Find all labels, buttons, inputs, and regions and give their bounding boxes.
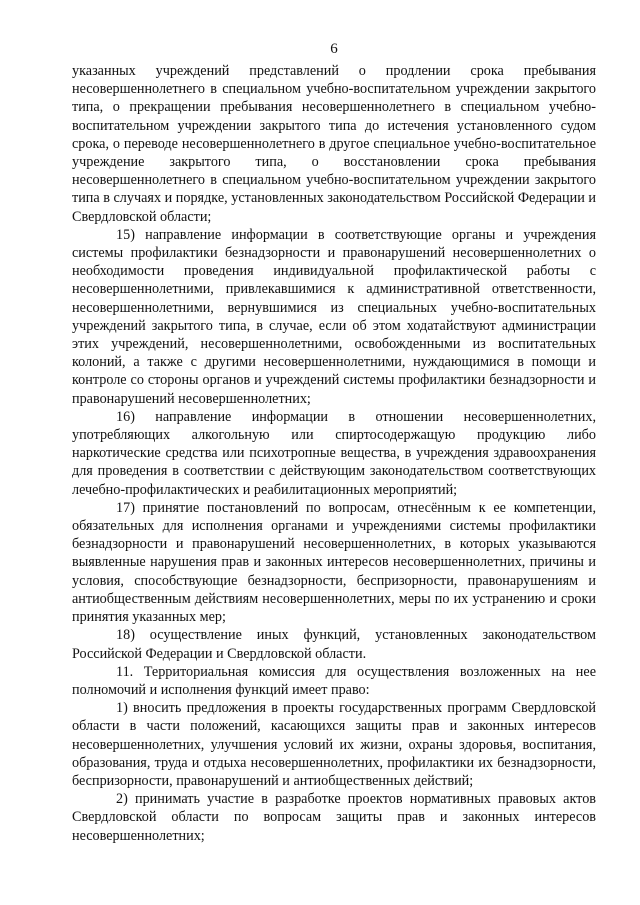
paragraph-item-16: 16) направление информации в отношении несовершеннолетних, употребляющих алкогольную или спиртосодержащую продукцию либо наркотические средства или психотропные вещества, в учреждения здравоохранения для проведения в соответствии с действующим законодательством соответствующих лечебно-профилактических и реабилитационных мероприятий; — [72, 408, 596, 498]
paragraph-item-15: 15) направление информации в соответствующие органы и учреждения системы профилактики безнадзорности и правонарушений несовершеннолетних о необходимости проведения индивидуальной профилактической работы с несовершеннолетними, привлекавшимися к административной ответственности, несовершеннолетними, вернувшимися из специальных учебно-воспитательных учреждений закрытого типа, в случае, если об этом ходатайствуют администрации этих учреждений, несовершеннолетними, освобожденными из воспитательных колоний, а также с другими несовершеннолетними, нуждающимися в помощи и контроле со стороны органов и учреждений системы профилактики безнадзорности и правонарушений несовершеннолетних; — [72, 226, 596, 407]
paragraph-item-18: 18) осуществление иных функций, установленных законодательством Российской Федерации и Свердловской области. — [72, 627, 596, 662]
paragraph-item-17: 17) принятие постановлений по вопросам, отнесённым к ее компетенции, обязательных для исполнения органами и учреждениями системы профилактики безнадзорности и правонарушений несовершеннолетних, в которых указываются выявленные нарушения прав и законных интересов несовершеннолетних, причины и условия, способствующие безнадзорности, беспризорности, правонарушениям и антиобщественным действиям несовершеннолетних, меры по их устранению и сроки принятия указанных мер; — [72, 499, 596, 626]
paragraph-right-1: 1) вносить предложения в проекты государственных программ Свердловской области в части положений, касающихся защиты прав и законных интересов несовершеннолетних, улучшения условий их жизни, охраны здоровья, воспитания, образования, труда и отдыха несовершеннолетних, профилактики их безнадзорности, беспризорности, правонарушений и антиобщественных действий; — [72, 700, 596, 789]
paragraph-right-2: 2) принимать участие в разработке проектов нормативных правовых актов Свердловской области по вопросам защиты прав и законных интересов несовершеннолетних; — [72, 791, 596, 844]
paragraph-continuation: указанных учреждений представлений о продлении срока пребывания несовершеннолетнего в специальном учебно-воспитательном учреждении закрытого типа, о прекращении пребывания несовершеннолетнего в специальном учебно-воспитательном учреждении закрытого типа до истечения установленного судом срока, о переводе несовершеннолетнего в другое специальное учебно-воспитательное учреждение закрытого типа, о восстановлении срока пребывания несовершеннолетнего в специальном учебно-воспитательном учреждении закрытого типа в случаях и порядке, установленных законодательством Российской Федерации и Свердловской области; — [72, 63, 596, 225]
page-number: 6 — [330, 41, 338, 57]
paragraph-section-11: 11. Территориальная комиссия для осуществления возложенных на нее полномочий и исполнения функций имеет право: — [72, 663, 596, 698]
